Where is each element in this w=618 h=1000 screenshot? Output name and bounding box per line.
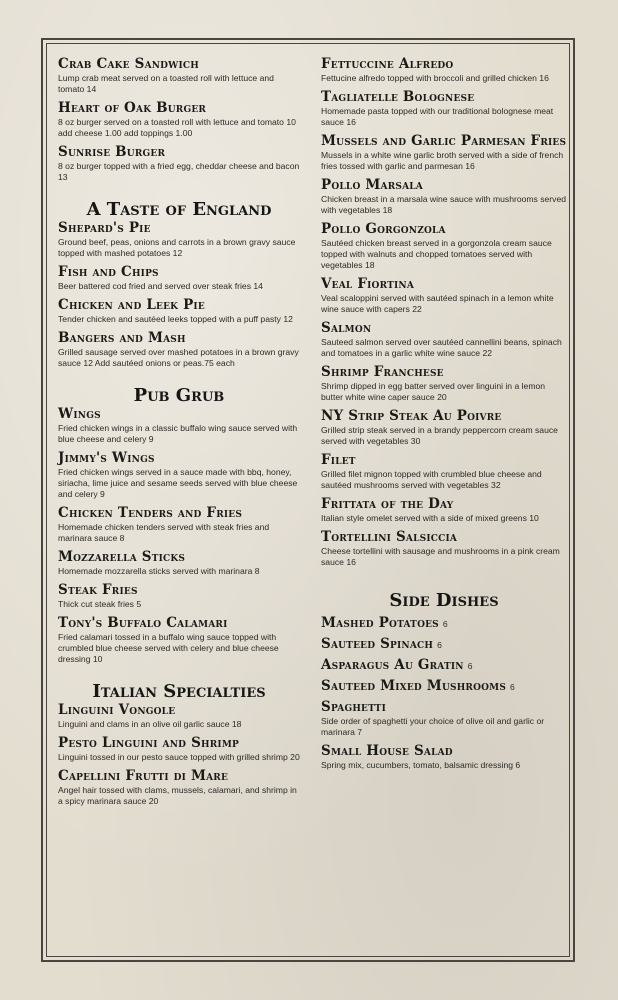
- menu-item: [58, 101, 300, 139]
- menu-item-name: Spaghetti: [321, 699, 386, 715]
- menu-item-name: Small House Salad: [321, 743, 453, 759]
- side-dish-price: 6: [510, 682, 515, 692]
- menu-item: [321, 530, 567, 568]
- menu-item-description: Grilled sausage served over mashed potatoes in a brown gravy sauce 12 Add sautéed onions or peas.75 each: [58, 347, 299, 368]
- side-dish-price: 6: [437, 640, 442, 650]
- side-dish-name: Mashed Potatoes: [321, 615, 439, 631]
- menu-item-name: Wings: [58, 406, 101, 422]
- side-dish-name: Sauteed Mixed Mushrooms: [321, 678, 507, 694]
- menu-item: [58, 736, 300, 763]
- menu-item-description: Thick cut steak fries 5: [58, 599, 142, 609]
- menu-item-name: Mozzarella Sticks: [58, 549, 186, 565]
- side-dish-item: [321, 637, 567, 652]
- section-title-side-dishes: Side Dishes: [389, 590, 499, 611]
- menu-item: [321, 134, 567, 172]
- menu-item: [321, 321, 567, 359]
- menu-item-description: 8 oz burger topped with a fried egg, cheddar cheese and bacon 13: [58, 161, 300, 182]
- menu-item-name: Sunrise Burger: [58, 144, 166, 160]
- menu-item-name: Mussels and Garlic Parmesan Fries: [321, 133, 567, 149]
- menu-item: [58, 298, 300, 325]
- section-title-england: A Taste of England: [86, 199, 272, 220]
- menu-item-name: Capellini Frutti di Mare: [58, 768, 229, 784]
- menu-item: [321, 744, 567, 771]
- menu-item-description: Grilled filet mignon topped with crumbled blue cheese and sautéed mushrooms served with vegetables 32: [321, 469, 542, 490]
- menu-item-name: Fish and Chips: [58, 264, 159, 280]
- menu-item-name: Filet: [321, 452, 356, 468]
- menu-item: [58, 57, 300, 95]
- menu-item-name: Pollo Gorgonzola: [321, 221, 446, 237]
- menu-item-name: Bangers and Mash: [58, 330, 186, 346]
- menu-item-description: Tender chicken and sautéed leeks topped with a puff pasty 12: [58, 314, 293, 324]
- menu-item: [58, 407, 300, 445]
- menu-item-description: Italian style omelet served with a side of mixed greens 10: [321, 513, 539, 523]
- menu-item: [58, 145, 300, 183]
- menu-item: [321, 178, 567, 216]
- side-dish-item: [321, 658, 567, 673]
- menu-item-name: Shrimp Franchese: [321, 364, 444, 380]
- menu-item-description: Fried calamari tossed in a buffalo wing sauce topped with crumbled blue cheese served with celery and blue cheese dressing 10: [58, 632, 279, 664]
- menu-item-name: Salmon: [321, 320, 372, 336]
- menu-item-description: Side order of spaghetti your choice of olive oil and garlic or marinara 7: [321, 716, 545, 737]
- menu-item: [58, 616, 300, 665]
- menu-item: [58, 769, 300, 807]
- menu-item: [58, 451, 300, 500]
- menu-item-description: Sautéed chicken breast served in a gorgonzola cream sauce topped with walnuts and chopped tomatoes served with vegetables 18: [321, 238, 552, 270]
- menu-item-description: Shrimp dipped in egg batter served over linguini in a lemon butter white wine caper sauce 20: [321, 381, 546, 402]
- menu-item-description: Sauteed salmon served over sautéed cannellini beans, spinach and tomatoes in a garlic white wine sauce 22: [321, 337, 562, 358]
- side-dish-item: [321, 679, 567, 694]
- menu-item-description: Ground beef, peas, onions and carrots in a brown gravy sauce topped with mashed potatoes 12: [58, 237, 296, 258]
- menu-item-name: Tortellini Salsiccia: [321, 529, 458, 545]
- menu-item-name: Fettuccine Alfredo: [321, 56, 454, 72]
- menu-item-description: Homemade chicken tenders served with steak fries and marinara sauce 8: [58, 522, 270, 543]
- section-title-italian: Italian Specialties: [92, 681, 266, 702]
- menu-item-description: Beer battered cod fried and served over steak fries 14: [58, 281, 263, 291]
- side-dish-price: 6: [467, 661, 473, 671]
- menu-item-name: Pollo Marsala: [321, 177, 423, 193]
- menu-item-name: Chicken and Leek Pie: [58, 297, 205, 313]
- menu-right-column: [321, 57, 567, 777]
- menu-item-name: Jimmy's Wings: [58, 450, 155, 466]
- menu-item-name: Pesto Linguini and Shrimp: [58, 735, 239, 751]
- menu-item-name: Chicken Tenders and Fries: [58, 505, 243, 521]
- menu-item-name: NY Strip Steak Au Poivre: [321, 408, 502, 424]
- menu-item: [321, 222, 567, 271]
- side-dish-name: Sauteed Spinach: [321, 636, 434, 652]
- menu-item-description: Fried chicken wings in a classic buffalo wing sauce served with blue cheese and celery 9: [58, 423, 298, 444]
- menu-item-name: Frittata of the Day: [321, 496, 454, 512]
- menu-item-description: Homemade mozzarella sticks served with marinara 8: [58, 566, 260, 576]
- menu-item-name: Tagliatelle Bolognese: [321, 89, 475, 105]
- menu-item: [58, 550, 300, 577]
- menu-item: [321, 57, 567, 84]
- side-dish-price: 6: [442, 619, 448, 629]
- menu-item: [58, 221, 300, 259]
- menu-item-description: Mussels in a white wine garlic broth served with a side of french fries tossed with garlic and parmesan 16: [321, 150, 564, 171]
- side-dish-item: [321, 616, 567, 631]
- menu-item-name: Tony's Buffalo Calamari: [58, 615, 228, 631]
- menu-item: [321, 277, 567, 315]
- menu-item-name: Heart of Oak Burger: [58, 100, 207, 116]
- menu-item: [321, 365, 567, 403]
- menu-item: [321, 497, 567, 524]
- menu-item: [321, 409, 567, 447]
- menu-item: [321, 90, 567, 128]
- menu-item: [58, 331, 300, 369]
- menu-item: [321, 700, 567, 738]
- menu-item-name: Crab Cake Sandwich: [58, 56, 199, 72]
- menu-item-description: Fried chicken wings served in a sauce made with bbq, honey, siriacha, lime juice and sesame seeds served with blue cheese and celery 9: [58, 467, 298, 499]
- menu-item-name: Shepard's Pie: [58, 220, 151, 236]
- menu-item-description: Chicken breast in a marsala wine sauce with mushrooms served with vegetables 18: [321, 194, 567, 215]
- menu-item-description: Angel hair tossed with clams, mussels, calamari, and shrimp in a spicy marinara sauce 20: [58, 785, 297, 806]
- menu-item-name: Linguini Vongole: [58, 702, 176, 718]
- menu-left-column: [58, 57, 300, 813]
- menu-item-description: 8 oz burger served on a toasted roll with lettuce and tomato 10 add cheese 1.00 add toppings 1.00: [58, 117, 296, 138]
- menu-item-name: Veal Fiortina: [321, 276, 415, 292]
- menu-item-name: Steak Fries: [58, 582, 138, 598]
- section-title-pub-grub: Pub Grub: [133, 385, 225, 406]
- menu-item-description: Cheese tortellini with sausage and mushrooms in a pink cream sauce 16: [321, 546, 560, 567]
- menu-item-description: Veal scaloppini served with sautéed spinach in a lemon white wine sauce with capers 22: [321, 293, 554, 314]
- menu-item-description: Homemade pasta topped with our traditional bolognese meat sauce 16: [321, 106, 554, 127]
- menu-item: [58, 506, 300, 544]
- menu-item: [321, 453, 567, 491]
- menu-item-description: Lump crab meat served on a toasted roll with lettuce and tomato 14: [58, 73, 274, 94]
- menu-item-description: Fettucine alfredo topped with broccoli and grilled chicken 16: [321, 73, 549, 83]
- menu-item-description: Linguini tossed in our pesto sauce topped with grilled shrimp 20: [58, 752, 300, 762]
- menu-item-description: Grilled strip steak served in a brandy peppercorn cream sauce served with vegetables 30: [321, 425, 558, 446]
- menu-item-description: Spring mix, cucumbers, tomato, balsamic dressing 6: [321, 760, 521, 770]
- menu-item: [58, 265, 300, 292]
- menu-item-description: Linguini and clams in an olive oil garlic sauce 18: [58, 719, 242, 729]
- menu-item: [58, 583, 300, 610]
- menu-item: [58, 703, 300, 730]
- side-dish-name: Asparagus Au Gratin: [321, 657, 464, 673]
